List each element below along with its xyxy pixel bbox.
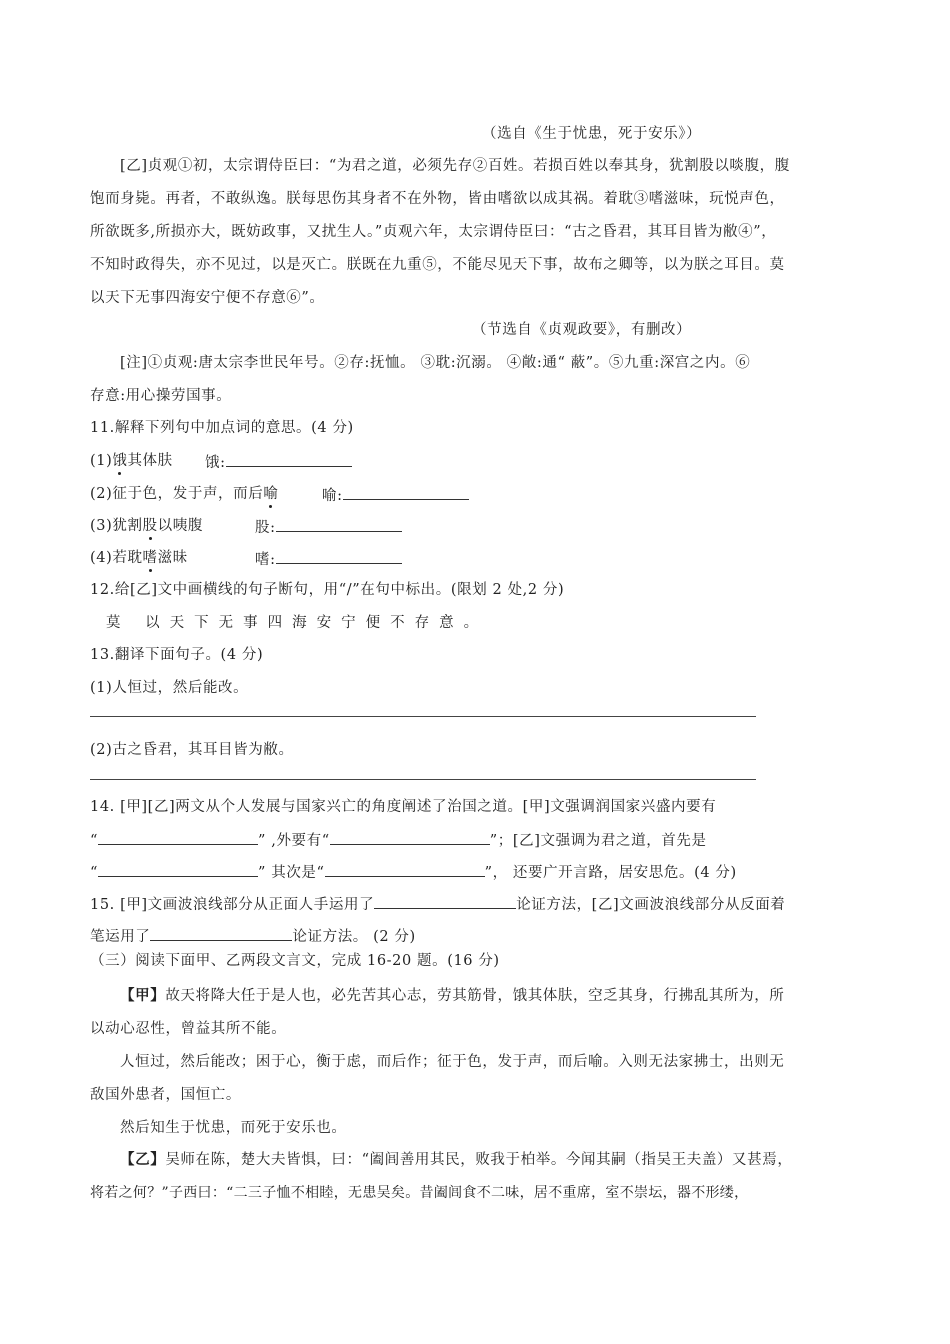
q11-term — [205, 451, 352, 473]
answer-blank[interactable] — [226, 451, 352, 467]
passage-text: 故天将降大任于是人也，必先苦其心志，劳其筋骨，饿其体肤，空乏其身，行拂乱其所为，所 — [165, 988, 785, 1004]
answer-blank[interactable] — [343, 484, 469, 500]
q11-term — [255, 548, 402, 570]
section-title: （三）阅读下面甲、乙两段文言文，完成 16-20 题。(16 分) — [90, 953, 500, 969]
dotted-word: 股 — [142, 518, 158, 534]
answer-blank[interactable] — [330, 829, 490, 845]
passage-jia-line: 人恒过，然后能改；困于心，衡于虑，而后作；征于色，发于声，而后喻。入则无法家拂士，出则无 — [120, 1054, 785, 1070]
term-label: 喻: — [322, 488, 343, 504]
quote-open: “ — [90, 865, 99, 881]
answer-blank[interactable] — [374, 893, 516, 909]
passage-jia-line — [120, 986, 784, 1006]
q11-item — [90, 484, 278, 504]
answer-blank[interactable] — [276, 548, 402, 564]
q11-item — [90, 548, 188, 568]
note-line: [注]①贞观:唐太宗李世民年号。②存:抚恤。 ③耽:沉溺。 ④敞:通“ 蔽”。⑤九重:深宫之内。⑥ — [120, 355, 751, 371]
question-title: 13.翻译下面句子。(4 分) — [90, 647, 264, 663]
text-segment: 15. [甲]文画波浪线部分从正面人手运用了 — [90, 897, 375, 913]
passage-b-line: 饱而身毙。再者，不敢纵逸。朕每思伤其身者不在外物，皆由嗜欲以成其祸。着耽③嗜滋味，玩悦声色， — [90, 191, 785, 207]
passage-b-line: 不知时政得失，亦不见过，以是灭亡。朕既在九重⑤，不能尽见天下事，故布之卿等，以为朕之耳目。莫 — [90, 257, 785, 273]
term-label: 股: — [255, 520, 276, 536]
answer-blank[interactable] — [98, 829, 258, 845]
punctuation-sentence[interactable]: 莫 以天下无事四海安宁便不存意。 — [106, 615, 489, 631]
translate-sentence: (2)古之昏君，其耳目皆为敝。 — [90, 742, 294, 758]
answer-line[interactable] — [90, 716, 756, 717]
item-prefix: (3)犹割 — [90, 518, 143, 534]
passage-yi-line — [120, 1150, 792, 1170]
answer-blank[interactable] — [325, 861, 485, 877]
text-segment: ” 其次是“ — [258, 865, 325, 881]
term-label: 饿: — [205, 455, 226, 471]
passage-jia-line: 以动心忍性，曾益其所不能。 — [90, 1021, 287, 1037]
item-prefix: (4)若耽 — [90, 550, 143, 566]
note-line: 存意:用心操劳国事。 — [90, 388, 232, 404]
question-line — [90, 893, 785, 915]
item-rest: 滋昧 — [157, 550, 188, 566]
quote-open: “ — [90, 833, 99, 849]
passage-b-line: 所欲既多,所损亦大，既妨政事，又扰生人。”贞观六年，太宗谓侍臣曰：“古之昏君，其耳目皆为敝④”， — [90, 224, 777, 240]
dotted-word: 饿 — [112, 453, 128, 469]
passage-text: 吴师在陈，楚大夫皆惧，曰：“阖闾善用其民，败我于柏举。今闻其嗣（指吴王夫盖）又甚焉， — [165, 1152, 793, 1168]
text-segment: ” ,外要有“ — [258, 833, 330, 849]
passage-b-line: [乙]贞观①初，太宗谓侍臣曰：“为君之道，必须先存②百姓。若损百姓以奉其身，犹割股以啖腹，腹 — [120, 158, 790, 174]
dotted-word: 嗜 — [142, 550, 158, 566]
answer-line[interactable] — [90, 779, 756, 780]
q11-item — [90, 451, 173, 471]
text-segment: ”；[乙]文强调为君之道，首先是 — [489, 833, 707, 849]
question-line — [90, 925, 416, 947]
text-segment: 论证方法，[乙]文画波浪线部分从反面着 — [516, 897, 786, 913]
term-label: 嗜: — [255, 552, 276, 568]
passage-b-line: 以天下无事四海安宁便不存意⑥”。 — [90, 290, 325, 306]
item-prefix: (1) — [90, 453, 113, 469]
item-rest: 其体肤 — [127, 453, 173, 469]
passage-yi-line: 将若之何？”子西曰：“二三子恤不相睦，无患吴矣。昔阖闾食不二味，居不重席，室不崇坛，器不形缕， — [90, 1185, 749, 1201]
question-title: 12.给[乙]文中画横线的句子断句，用“/”在句中标出。(限划 2 处,2 分) — [90, 582, 565, 598]
source-b: （节选自《贞观政要》，有删改） — [472, 322, 692, 338]
text-segment: 论证方法。 (2 分) — [292, 929, 416, 945]
question-line: 14. [甲][乙]两文从个人发展与国家兴亡的角度阐述了治国之道。[甲]文强调润国家兴盛内要有 — [90, 799, 717, 815]
text-segment: 笔运用了 — [90, 929, 151, 945]
text-segment: ”， 还要广开言路，居安思危。(4 分) — [484, 865, 737, 881]
passage-label: 【乙】 — [120, 1151, 166, 1168]
answer-blank[interactable] — [276, 516, 402, 532]
item-rest: 以咦腹 — [157, 518, 203, 534]
question-title: 11.解释下列句中加点词的意思。(4 分) — [90, 420, 354, 436]
question-line — [90, 861, 737, 883]
q11-term — [322, 484, 469, 506]
passage-jia-line: 然后知生于忧患，而死于安乐也。 — [120, 1120, 347, 1136]
dotted-word: 喻 — [263, 486, 279, 502]
answer-blank[interactable] — [98, 861, 258, 877]
q11-item — [90, 516, 203, 536]
translate-sentence: (1)人恒过，然后能改。 — [90, 680, 249, 696]
answer-blank[interactable] — [150, 925, 292, 941]
passage-jia-line: 敌国外患者，国恒亡。 — [90, 1087, 241, 1103]
q11-term — [255, 516, 402, 538]
source-a: （选自《生于忧患，死于安乐》） — [482, 126, 702, 142]
item-prefix: (2)征于色，发于声，而后 — [90, 486, 264, 502]
question-line — [90, 829, 707, 851]
passage-label: 【甲】 — [120, 987, 166, 1004]
